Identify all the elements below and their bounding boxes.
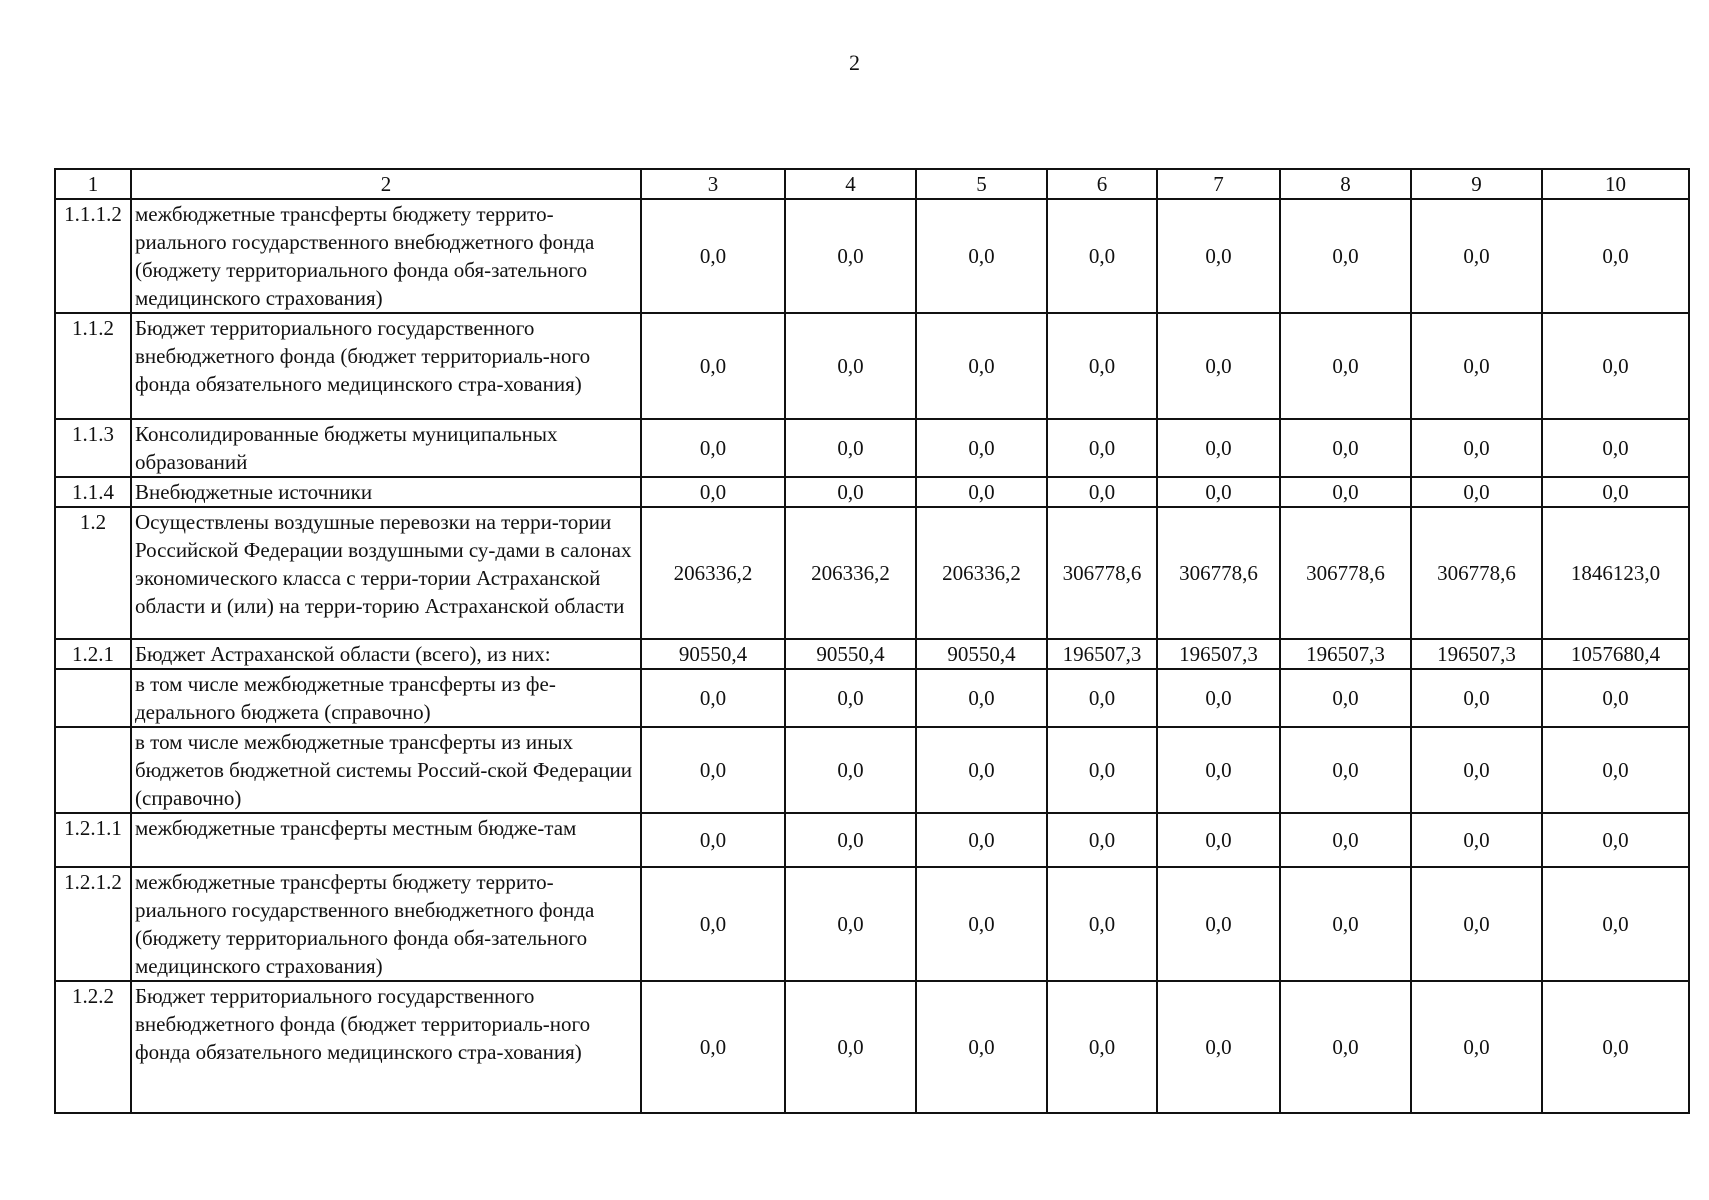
table-row [55,313,1689,419]
value-cell: 0,0 [1280,313,1411,419]
table-row [55,507,1689,639]
row-number [55,669,131,727]
column-header: 10 [1542,169,1689,199]
value-cell: 0,0 [1047,669,1157,727]
value-cell: 0,0 [916,813,1047,867]
value-cell: 206336,2 [916,507,1047,639]
value-cell: 0,0 [641,669,785,727]
table-row [55,669,1689,727]
value-cell: 206336,2 [641,507,785,639]
value-cell: 0,0 [1157,199,1280,313]
value-cell: 0,0 [1542,477,1689,507]
table-row [55,199,1689,313]
value-cell: 0,0 [1280,813,1411,867]
value-cell: 0,0 [1411,981,1542,1113]
value-cell: 306778,6 [1411,507,1542,639]
value-cell: 0,0 [1411,199,1542,313]
value-cell: 0,0 [1411,867,1542,981]
value-cell: 0,0 [916,669,1047,727]
value-cell: 90550,4 [916,639,1047,669]
row-description: Бюджет Астраханской области (всего), из них: [131,639,641,669]
value-cell: 0,0 [785,669,916,727]
value-cell: 0,0 [1280,669,1411,727]
value-cell: 0,0 [1411,669,1542,727]
column-header: 6 [1047,169,1157,199]
value-cell: 0,0 [641,981,785,1113]
column-number-row [55,169,1689,199]
column-header: 1 [55,169,131,199]
value-cell: 0,0 [1047,419,1157,477]
value-cell: 196507,3 [1157,639,1280,669]
row-number: 1.2.1.2 [55,867,131,981]
value-cell: 0,0 [1157,477,1280,507]
column-header: 9 [1411,169,1542,199]
value-cell: 196507,3 [1411,639,1542,669]
column-header: 8 [1280,169,1411,199]
value-cell: 0,0 [785,867,916,981]
value-cell: 0,0 [1157,867,1280,981]
row-number [55,727,131,813]
value-cell: 1846123,0 [1542,507,1689,639]
value-cell: 0,0 [916,867,1047,981]
value-cell: 0,0 [1047,813,1157,867]
value-cell: 306778,6 [1047,507,1157,639]
value-cell: 0,0 [641,313,785,419]
row-description: межбюджетные трансферты бюджету террито-риального государственного внебюджетного фонда (бюджету территориального фонда обя-зательного медицинского страхования) [131,867,641,981]
value-cell: 0,0 [785,727,916,813]
row-number: 1.1.4 [55,477,131,507]
row-number: 1.2 [55,507,131,639]
value-cell: 90550,4 [641,639,785,669]
value-cell: 0,0 [1411,813,1542,867]
value-cell: 0,0 [1157,419,1280,477]
row-description: Консолидированные бюджеты муниципальных образований [131,419,641,477]
row-number: 1.2.1 [55,639,131,669]
budget-table [54,168,1690,1114]
value-cell: 0,0 [785,981,916,1113]
value-cell: 0,0 [1411,313,1542,419]
value-cell: 0,0 [641,727,785,813]
page-number: 2 [849,50,860,75]
row-number: 1.1.3 [55,419,131,477]
value-cell: 0,0 [1542,313,1689,419]
value-cell: 306778,6 [1157,507,1280,639]
table-body [55,199,1689,1113]
value-cell: 0,0 [1047,313,1157,419]
value-cell: 0,0 [1280,419,1411,477]
value-cell: 0,0 [1157,727,1280,813]
column-header: 5 [916,169,1047,199]
table-row [55,419,1689,477]
value-cell: 0,0 [1542,727,1689,813]
value-cell: 0,0 [916,419,1047,477]
value-cell: 0,0 [785,199,916,313]
value-cell: 0,0 [1157,669,1280,727]
value-cell: 1057680,4 [1542,639,1689,669]
value-cell: 306778,6 [1280,507,1411,639]
row-number: 1.2.1.1 [55,813,131,867]
value-cell: 90550,4 [785,639,916,669]
table-row [55,981,1689,1113]
value-cell: 0,0 [1542,669,1689,727]
value-cell: 0,0 [1280,727,1411,813]
value-cell: 0,0 [1047,727,1157,813]
value-cell: 0,0 [1542,199,1689,313]
table-header [55,169,1689,199]
value-cell: 0,0 [916,727,1047,813]
row-description: межбюджетные трансферты бюджету террито-риального государственного внебюджетного фонда (бюджету территориального фонда обя-зательного медицинского страхования) [131,199,641,313]
column-header: 4 [785,169,916,199]
value-cell: 0,0 [916,313,1047,419]
value-cell: 0,0 [641,419,785,477]
value-cell: 0,0 [1157,313,1280,419]
value-cell: 0,0 [1411,419,1542,477]
value-cell: 0,0 [785,477,916,507]
value-cell: 0,0 [1047,477,1157,507]
row-description: Бюджет территориального государственного внебюджетного фонда (бюджет территориаль-ного фонда обязательного медицинского стра-хования) [131,981,641,1113]
value-cell: 196507,3 [1047,639,1157,669]
row-description: Бюджет территориального государственного внебюджетного фонда (бюджет территориаль-ного фонда обязательного медицинского стра-хования) [131,313,641,419]
value-cell: 0,0 [1542,813,1689,867]
value-cell: 0,0 [916,477,1047,507]
value-cell: 0,0 [916,199,1047,313]
table-row [55,867,1689,981]
row-description: в том числе межбюджетные трансферты из иных бюджетов бюджетной системы Россий-ской Федерации (справочно) [131,727,641,813]
column-header: 3 [641,169,785,199]
value-cell: 0,0 [641,867,785,981]
value-cell: 0,0 [1411,727,1542,813]
value-cell: 0,0 [641,199,785,313]
value-cell: 0,0 [916,981,1047,1113]
value-cell: 0,0 [1542,419,1689,477]
value-cell: 0,0 [785,813,916,867]
table-row [55,477,1689,507]
row-description: Осуществлены воздушные перевозки на терри-тории Российской Федерации воздушными су-дами в салонах экономического класса с терри-тории Астраханской области и (или) на терри-торию Астраханской области [131,507,641,639]
value-cell: 0,0 [1157,813,1280,867]
table-row [55,813,1689,867]
value-cell: 0,0 [1280,867,1411,981]
value-cell: 0,0 [1542,981,1689,1113]
table-row [55,727,1689,813]
value-cell: 0,0 [1280,981,1411,1113]
row-number: 1.2.2 [55,981,131,1113]
row-description: в том числе межбюджетные трансферты из фе-дерального бюджета (справочно) [131,669,641,727]
value-cell: 0,0 [785,313,916,419]
row-number: 1.1.1.2 [55,199,131,313]
value-cell: 0,0 [641,813,785,867]
value-cell: 206336,2 [785,507,916,639]
value-cell: 0,0 [1280,199,1411,313]
value-cell: 0,0 [1280,477,1411,507]
value-cell: 0,0 [785,419,916,477]
value-cell: 0,0 [1047,981,1157,1113]
value-cell: 0,0 [1157,981,1280,1113]
column-header: 2 [131,169,641,199]
column-header: 7 [1157,169,1280,199]
value-cell: 0,0 [1047,199,1157,313]
table-row [55,639,1689,669]
value-cell: 0,0 [641,477,785,507]
row-description: межбюджетные трансферты местным бюдже-там [131,813,641,867]
row-description: Внебюджетные источники [131,477,641,507]
value-cell: 196507,3 [1280,639,1411,669]
value-cell: 0,0 [1047,867,1157,981]
value-cell: 0,0 [1542,867,1689,981]
row-number: 1.1.2 [55,313,131,419]
value-cell: 0,0 [1411,477,1542,507]
